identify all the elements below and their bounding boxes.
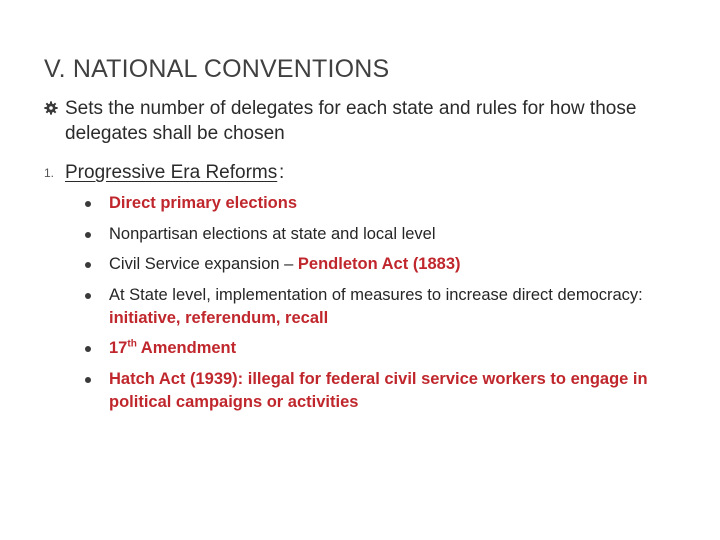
sub-bullet-text: Amendment	[136, 339, 237, 357]
sub-bullet-text: Nonpartisan elections at state and local level	[109, 224, 436, 243]
numbered-item-colon: :	[279, 162, 285, 183]
bullet-dot-icon	[85, 262, 91, 268]
sub-bullet-text: Hatch Act (1939): illegal for federal civil service workers to engage in political campaigns or activities	[109, 369, 648, 411]
bullet-dot-icon	[85, 201, 91, 207]
bullet-dot-icon	[85, 293, 91, 299]
sub-bullet-item	[100, 192, 680, 215]
numbered-item-text: Progressive Era Reforms	[65, 162, 278, 183]
sub-bullet-text: 17	[109, 339, 128, 357]
sub-bullet-item	[100, 337, 680, 360]
main-bullet-text: Sets the number of delegates for each state and rules for how those delegates shall be chosen	[65, 98, 637, 144]
sub-bullet-item	[100, 284, 680, 330]
sub-bullet-text: Pendleton Act (1883)	[297, 255, 461, 273]
sub-bullet-text: th	[127, 338, 137, 350]
bullet-dot-icon	[85, 232, 91, 238]
sub-bullet-item	[100, 253, 680, 276]
sub-bullet-text: Civil Service expansion –	[109, 255, 298, 273]
sub-bullet-text: At State level, implementation of measures to increase direct democracy:	[109, 285, 643, 304]
main-bullet	[44, 96, 694, 146]
gear-bullet-icon	[44, 101, 58, 115]
sub-bullet-text: Direct primary elections	[109, 194, 297, 212]
sub-bullet-item	[100, 223, 680, 246]
bullet-dot-icon	[85, 346, 91, 352]
sub-bullet-item	[100, 368, 680, 414]
sub-bullet-text: initiative, referendum, recall	[109, 308, 329, 327]
slide-title: V. NATIONAL CONVENTIONS	[44, 55, 390, 83]
sub-bullet-list	[100, 192, 680, 421]
bullet-dot-icon	[85, 377, 91, 383]
item-number: 1.	[44, 166, 55, 180]
